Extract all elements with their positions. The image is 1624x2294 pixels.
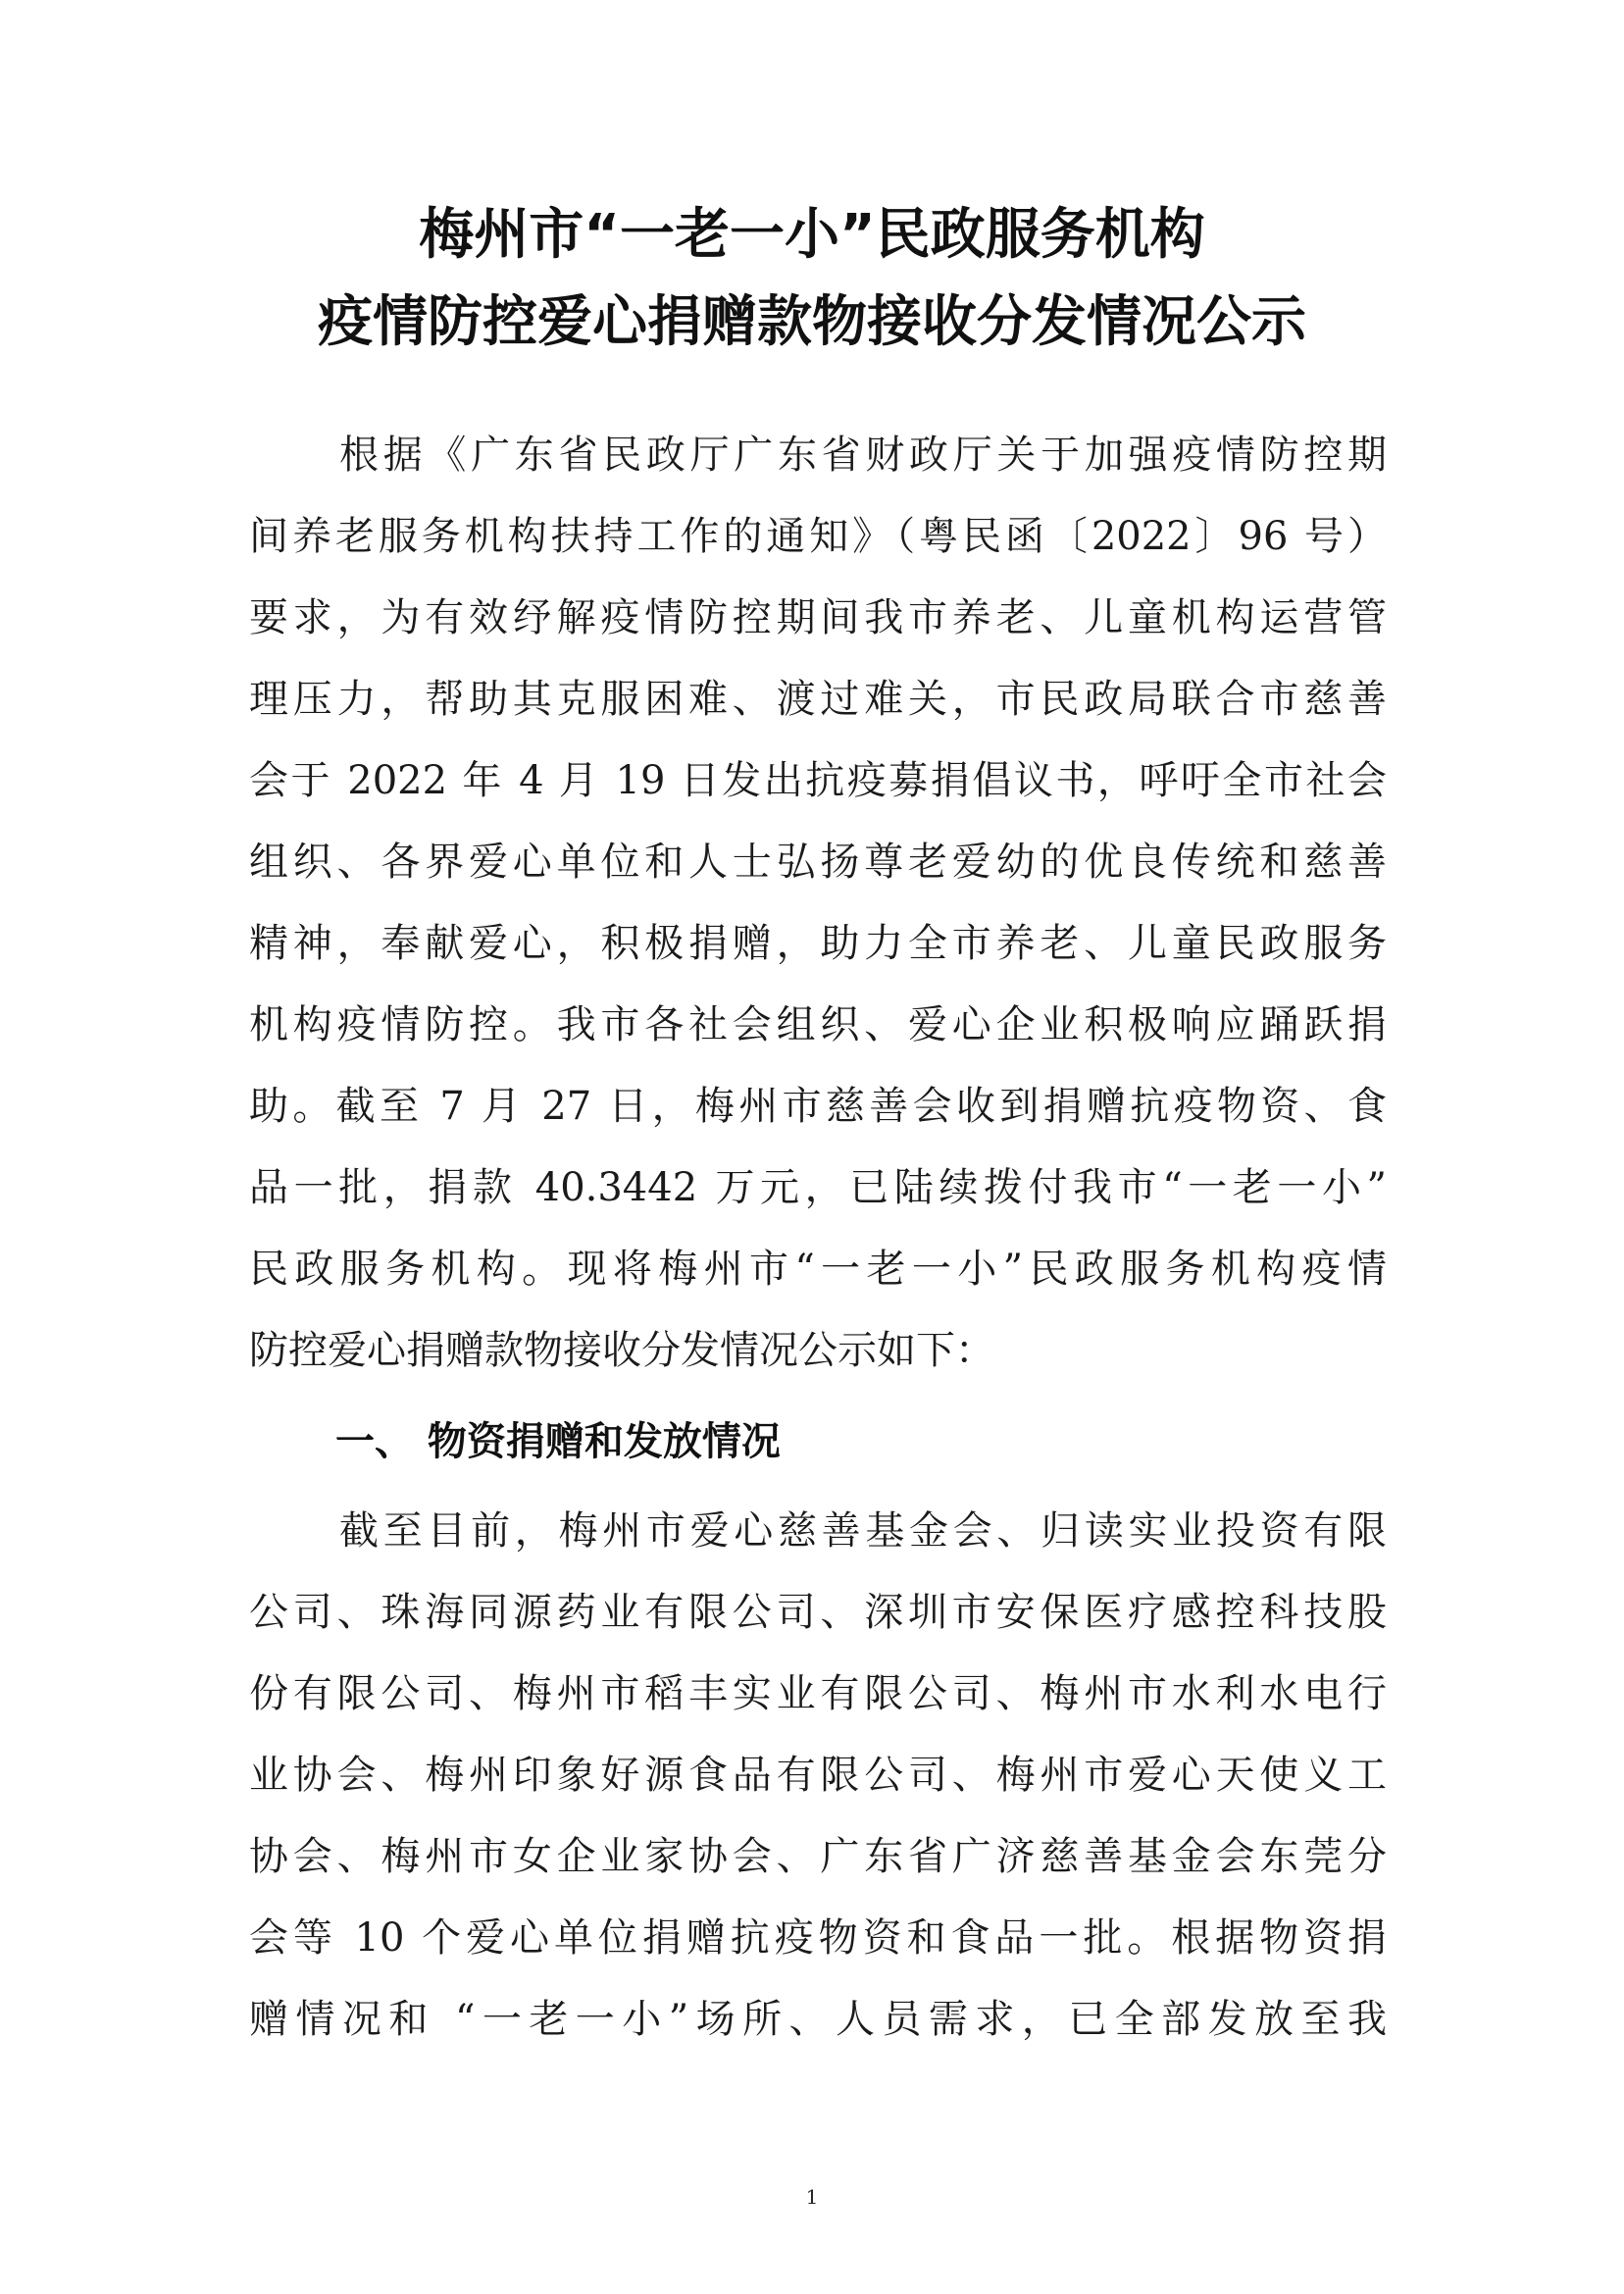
paragraph-1-line: 民政服务机构。现将梅州市“一老一小”民政服务机构疫情 (249, 1247, 1387, 1292)
paragraph-2-line: 协会、梅州市女企业家协会、广东省广济慈善基金会东莞分 (249, 1834, 1387, 1879)
paragraph-1-line: 理压力，帮助其克服困难、渡过难关，市民政局联合市慈善 (249, 677, 1387, 722)
paragraph-2-line: 业协会、梅州印象好源食品有限公司、梅州市爱心天使义工 (249, 1753, 1387, 1798)
paragraph-1-line: 组织、各界爱心单位和人士弘扬尊老爱幼的优良传统和慈善 (249, 840, 1387, 885)
paragraph-2-line: 赠情况和 “一老一小”场所、人员需求，已全部发放至我 (249, 1997, 1387, 2042)
paragraph-2-line: 截至目前，梅州市爱心慈善基金会、归读实业投资有限 (339, 1508, 1387, 1554)
paragraph-2-line: 会等 10 个爱心单位捐赠抗疫物资和食品一批。根据物资捐 (249, 1915, 1387, 1961)
page-number: 1 (805, 2185, 819, 2209)
paragraph-2-line: 公司、珠海同源药业有限公司、深圳市安保医疗感控科技股 (249, 1590, 1387, 1635)
document-title-line-2: 疫情防控爱心捐赠款物接收分发情况公示 (318, 290, 1306, 354)
paragraph-1-line: 会于 2022 年 4 月 19 日发出抗疫募捐倡议书，呼吁全市社会 (249, 758, 1387, 803)
paragraph-1-line: 要求，为有效纾解疫情防控期间我市养老、儿童机构运营管 (249, 595, 1387, 640)
section-1-heading: 一、 物资捐赠和发放情况 (335, 1419, 781, 1464)
paragraph-1-line: 助。截至 7 月 27 日，梅州市慈善会收到捐赠抗疫物资、食 (249, 1084, 1387, 1129)
paragraph-1-line: 机构疫情防控。我市各社会组织、爱心企业积极响应踊跃捐 (249, 1002, 1387, 1047)
paragraph-1-line: 防控爱心捐赠款物接收分发情况公示如下： (249, 1328, 994, 1373)
paragraph-1-line: 间养老服务机构扶持工作的通知》（粤民函〔2022〕96 号） (249, 514, 1387, 559)
paragraph-1-line: 品一批，捐款 40.3442 万元，已陆续拨付我市“一老一小” (249, 1165, 1387, 1210)
document-title-line-1: 梅州市“一老一小”民政服务机构 (419, 203, 1205, 267)
paragraph-1-line: 根据《广东省民政厅广东省财政厅关于加强疫情防控期 (339, 433, 1387, 478)
paragraph-1-line: 精神，奉献爱心，积极捐赠，助力全市养老、儿童民政服务 (249, 921, 1387, 966)
paragraph-2-line: 份有限公司、梅州市稻丰实业有限公司、梅州市水利水电行 (249, 1671, 1387, 1716)
